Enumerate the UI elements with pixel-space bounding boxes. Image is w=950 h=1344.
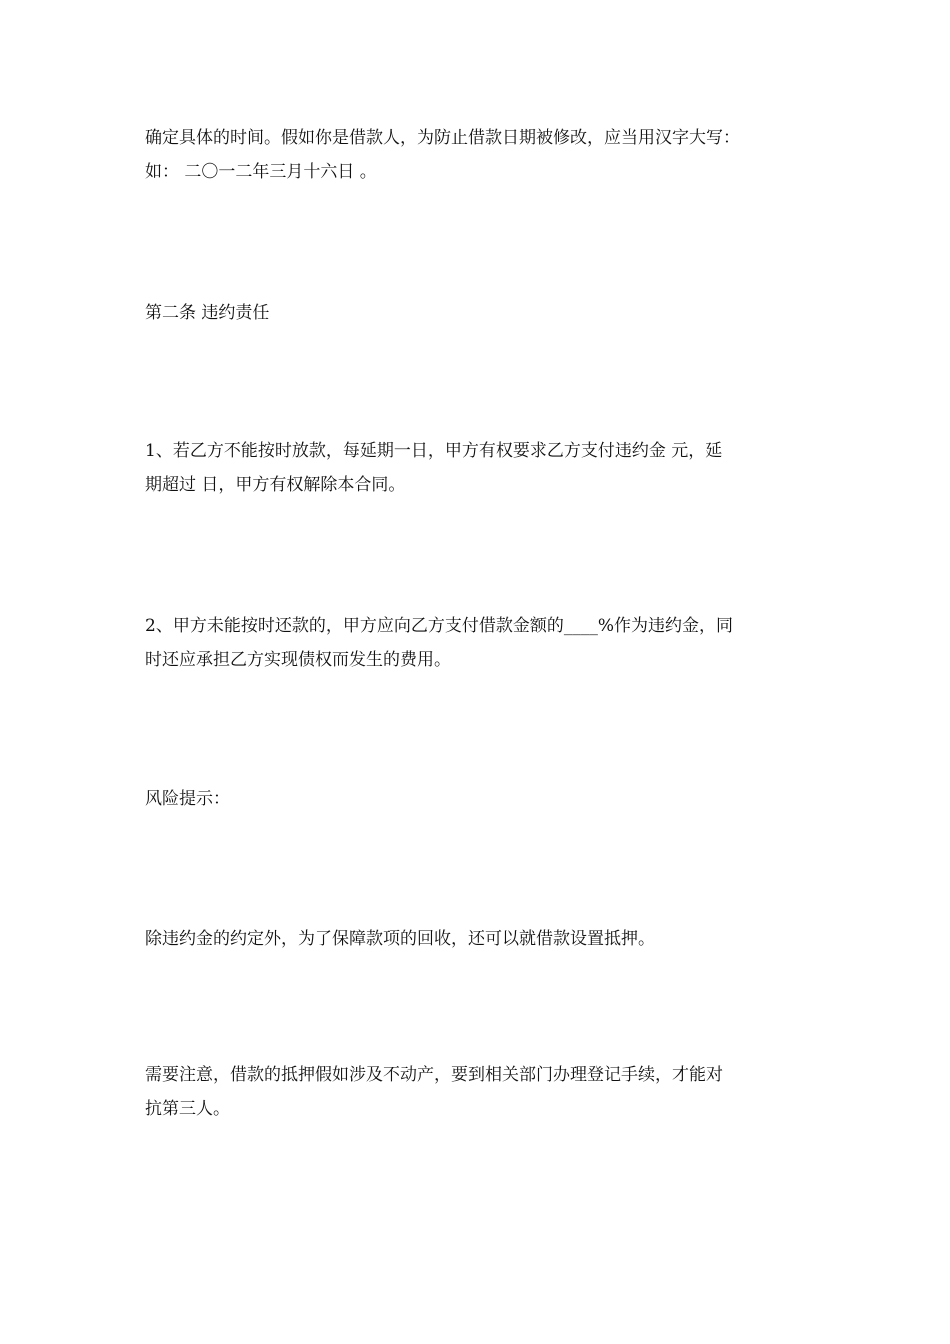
text-line: 如： 二〇一二年三月十六日 。 <box>145 162 377 182</box>
paragraph-mortgage-registration <box>145 1058 810 1126</box>
text-line: 第二条 违约责任 <box>145 303 270 323</box>
paragraph-clause-1 <box>145 434 810 502</box>
paragraph-mortgage-suggestion <box>145 922 810 956</box>
heading-risk-notice <box>145 782 810 816</box>
text-line: 2、甲方未能按时还款的，甲方应向乙方支付借款金额的____%作为违约金，同 <box>145 616 733 636</box>
text-line: 抗第三人。 <box>145 1099 230 1119</box>
text-line: 期超过 日，甲方有权解除本合同。 <box>145 475 406 495</box>
section-heading-breach-liability <box>145 296 810 330</box>
text-line: 时还应承担乙方实现债权而发生的费用。 <box>145 650 451 670</box>
text-line: 确定具体的时间。假如你是借款人，为防止借款日期被修改，应当用汉字大写： <box>145 128 740 148</box>
text-line: 风险提示： <box>145 789 230 809</box>
paragraph-clause-2 <box>145 609 810 677</box>
text-line: 1、若乙方不能按时放款，每延期一日，甲方有权要求乙方支付违约金 元，延 <box>145 441 723 461</box>
text-line: 需要注意，借款的抵押假如涉及不动产，要到相关部门办理登记手续，才能对 <box>145 1065 723 1085</box>
paragraph-date-advice <box>145 121 810 189</box>
text-line: 除违约金的约定外，为了保障款项的回收，还可以就借款设置抵押。 <box>145 929 655 949</box>
